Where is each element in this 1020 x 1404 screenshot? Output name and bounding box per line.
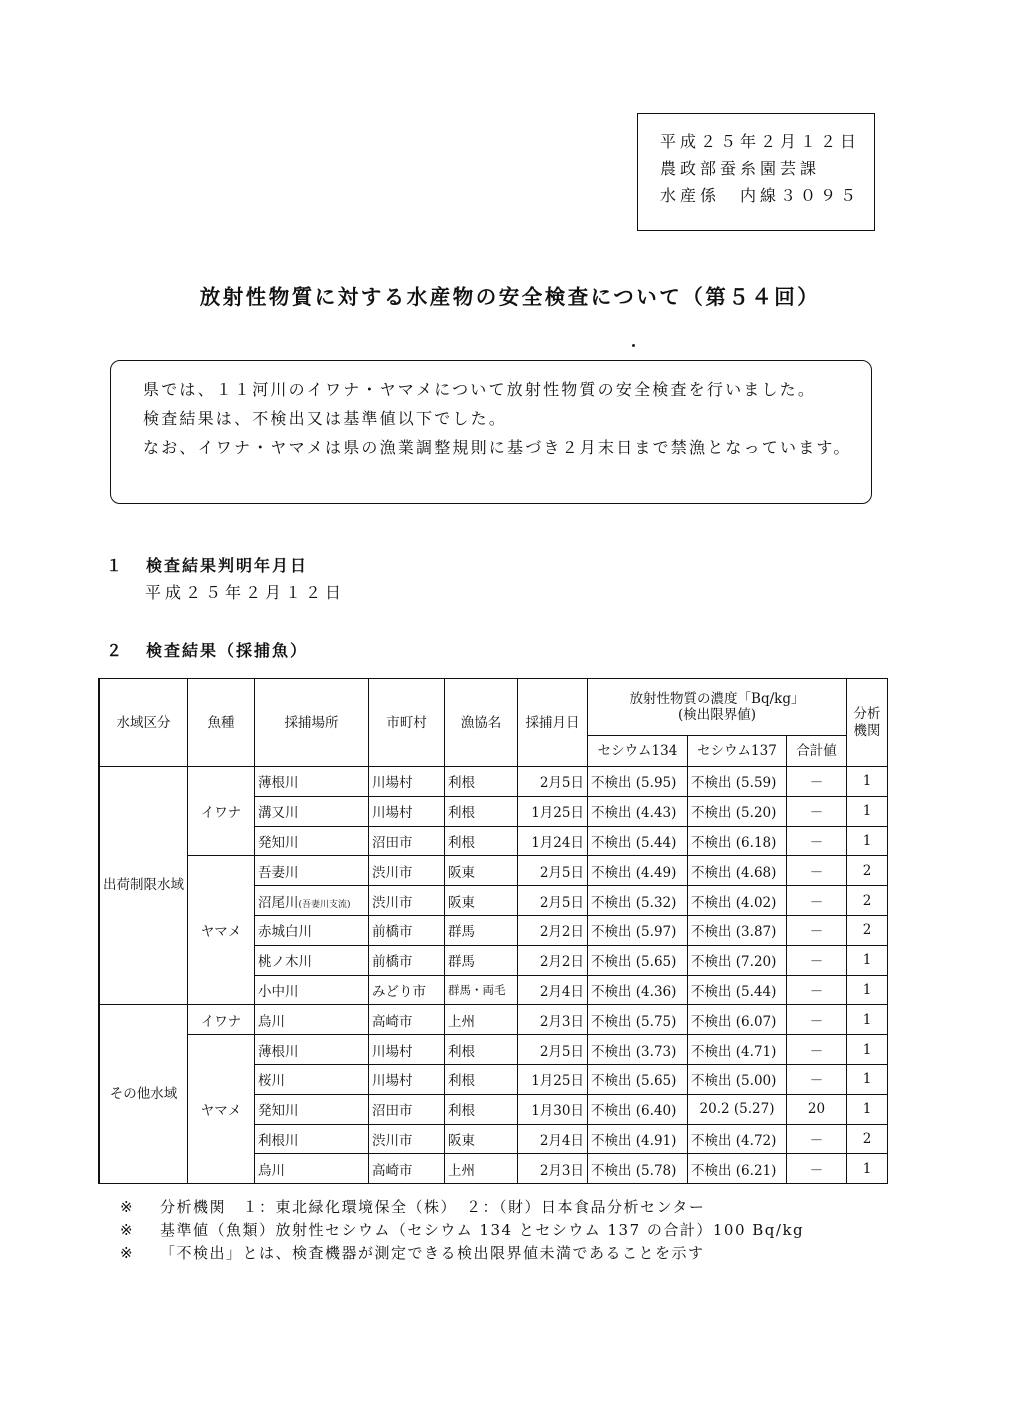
lab-cell: 1: [847, 826, 888, 856]
department-stamp: [637, 113, 875, 231]
section-2-number: ２: [106, 641, 125, 660]
total-cell: －: [787, 1154, 847, 1184]
date-cell: 2月3日: [518, 1005, 588, 1035]
total-cell: －: [787, 796, 847, 826]
date-cell: 1月30日: [518, 1094, 588, 1124]
cs134-cell: 不検出 (6.40): [588, 1094, 688, 1124]
cs137-cell: 不検出 (6.18): [688, 826, 787, 856]
cs137-cell: 不検出 (6.21): [688, 1154, 787, 1184]
date-cell: 2月2日: [518, 915, 588, 945]
species-iwana: イワナ: [188, 1005, 255, 1035]
place-cell: 烏川: [255, 1005, 369, 1035]
section-1-heading: [106, 553, 308, 576]
lab-cell: 1: [847, 767, 888, 797]
lab-cell: 2: [847, 886, 888, 916]
coop-cell: 上州: [445, 1005, 518, 1035]
cs137-cell: 不検出 (5.00): [688, 1064, 787, 1094]
total-cell: －: [787, 886, 847, 916]
cs137-cell: 不検出 (4.72): [688, 1124, 787, 1154]
cs134-cell: 不検出 (4.49): [588, 856, 688, 886]
total-cell: －: [787, 945, 847, 975]
date-cell: 1月24日: [518, 826, 588, 856]
header-concentration-label: 放射性物質の濃度「Bq/kg」: [629, 691, 805, 707]
municipality-cell: 前橋市: [369, 915, 445, 945]
cs137-cell: 不検出 (3.87): [688, 915, 787, 945]
lab-cell: 1: [847, 975, 888, 1005]
coop-cell: 上州: [445, 1154, 518, 1184]
total-cell: －: [787, 856, 847, 886]
coop-cell: 阪東: [445, 886, 518, 916]
document-title: 放射性物質に対する水産物の安全検査について（第５４回）: [199, 285, 821, 309]
date-cell: 2月3日: [518, 1154, 588, 1184]
header-date: 採捕月日: [518, 679, 588, 767]
municipality-cell: 川場村: [369, 767, 445, 797]
cs134-cell: 不検出 (5.65): [588, 1064, 688, 1094]
date-cell: 2月4日: [518, 1124, 588, 1154]
total-cell: －: [787, 1124, 847, 1154]
place-cell: 発知川: [255, 826, 369, 856]
place-cell: 小中川: [255, 975, 369, 1005]
footnote: ※ 分析機関 １：東北緑化環境保全（株） ２：（財）日本食品分析センター: [120, 1198, 706, 1216]
total-cell: －: [787, 767, 847, 797]
coop-cell: 利根: [445, 1064, 518, 1094]
species-yamame: ヤマメ: [188, 1035, 255, 1184]
cs134-cell: 不検出 (4.43): [588, 796, 688, 826]
municipality-cell: 川場村: [369, 1035, 445, 1065]
municipality-cell: 高崎市: [369, 1005, 445, 1035]
lab-cell: 1: [847, 1094, 888, 1124]
header-cs134: セシウム134: [588, 736, 688, 767]
header-species: 魚種: [188, 679, 255, 767]
footnote: ※ 基準値（魚類）放射性セシウム（セシウム 134 とセシウム 137 の合計）100 Bq/kg: [120, 1221, 805, 1239]
total-cell: －: [787, 975, 847, 1005]
date-cell: 2月5日: [518, 886, 588, 916]
header-cs137: セシウム137: [688, 736, 787, 767]
species-yamame: ヤマメ: [188, 856, 255, 1005]
place-cell: 烏川: [255, 1154, 369, 1184]
stamp-contact: 水産係 内線３０９５: [660, 186, 861, 205]
cs137-cell: 不検出 (5.59): [688, 767, 787, 797]
date-cell: 2月5日: [518, 856, 588, 886]
total-cell: 20: [787, 1094, 847, 1124]
date-cell: 1月25日: [518, 796, 588, 826]
place-cell: 赤城白川: [255, 915, 369, 945]
cs134-cell: 不検出 (5.32): [588, 886, 688, 916]
results-table: [98, 678, 888, 1184]
lab-cell: 1: [847, 1005, 888, 1035]
header-place: 採捕場所: [255, 679, 369, 767]
place-cell: 利根川: [255, 1124, 369, 1154]
lab-cell: 1: [847, 945, 888, 975]
area-other: その他水域: [99, 1005, 188, 1184]
municipality-cell: 渋川市: [369, 1124, 445, 1154]
cs134-cell: 不検出 (5.44): [588, 826, 688, 856]
place-cell: 発知川: [255, 1094, 369, 1124]
cs137-cell: 20.2 (5.27): [688, 1094, 787, 1124]
date-cell: 2月5日: [518, 767, 588, 797]
cs134-cell: 不検出 (5.97): [588, 915, 688, 945]
coop-cell: 阪東: [445, 856, 518, 886]
table-row: [99, 1005, 888, 1035]
municipality-cell: 川場村: [369, 796, 445, 826]
total-cell: －: [787, 826, 847, 856]
footnotes: [120, 1196, 804, 1265]
cs137-cell: 不検出 (4.68): [688, 856, 787, 886]
place-cell: 薄根川: [255, 1035, 369, 1065]
species-iwana: イワナ: [188, 767, 255, 856]
place-cell: 桃ノ木川: [255, 945, 369, 975]
table-row: [99, 767, 888, 797]
header-concentration: [588, 679, 847, 736]
place-cell: 沼尾川(吾妻川支流): [255, 886, 369, 916]
coop-cell: 利根: [445, 1035, 518, 1065]
municipality-cell: 渋川市: [369, 886, 445, 916]
coop-cell: 利根: [445, 826, 518, 856]
result-date: 平成２５年２月１２日: [145, 583, 346, 602]
stamp-department: 農政部蚕糸園芸課: [660, 159, 821, 178]
cs134-cell: 不検出 (4.91): [588, 1124, 688, 1154]
stamp-date: 平成２５年２月１２日: [660, 132, 861, 151]
coop-cell: 群馬: [445, 915, 518, 945]
municipality-cell: 沼田市: [369, 1094, 445, 1124]
cs134-cell: 不検出 (5.78): [588, 1154, 688, 1184]
lab-cell: 1: [847, 1154, 888, 1184]
total-cell: －: [787, 1035, 847, 1065]
lab-cell: 2: [847, 1124, 888, 1154]
place-cell: 吾妻川: [255, 856, 369, 886]
place-cell: 薄根川: [255, 767, 369, 797]
coop-cell: 利根: [445, 1094, 518, 1124]
header-coop: 漁協名: [445, 679, 518, 767]
coop-cell: 群馬: [445, 945, 518, 975]
cs137-cell: 不検出 (5.20): [688, 796, 787, 826]
footnote: ※ 「不検出」とは、検査機器が測定できる検出限界値未満であることを示す: [120, 1244, 705, 1262]
cs137-cell: 不検出 (4.02): [688, 886, 787, 916]
summary-line-1: 県では、１１河川のイワナ・ヤマメについて放射性物質の安全検査を行いました。: [143, 380, 817, 399]
lab-cell: 1: [847, 1064, 888, 1094]
total-cell: －: [787, 1005, 847, 1035]
cs134-cell: 不検出 (5.65): [588, 945, 688, 975]
date-cell: 2月5日: [518, 1035, 588, 1065]
stray-mark: [632, 344, 635, 347]
lab-cell: 1: [847, 1035, 888, 1065]
coop-cell: 利根: [445, 767, 518, 797]
summary-line-2: 検査結果は、不検出又は基準値以下でした。: [143, 409, 508, 428]
table-row: [99, 1035, 888, 1065]
section-1-title: 検査結果判明年月日: [146, 556, 309, 575]
date-cell: 2月2日: [518, 945, 588, 975]
total-cell: －: [787, 915, 847, 945]
municipality-cell: 渋川市: [369, 856, 445, 886]
lab-cell: 2: [847, 856, 888, 886]
lab-cell: 1: [847, 796, 888, 826]
coop-cell: 利根: [445, 796, 518, 826]
cs137-cell: 不検出 (4.71): [688, 1035, 787, 1065]
header-municipality: 市町村: [369, 679, 445, 767]
cs134-cell: 不検出 (5.95): [588, 767, 688, 797]
section-2-title: 検査結果（採捕魚）: [146, 641, 309, 660]
section-1-number: １: [106, 556, 125, 575]
header-total: 合計値: [787, 736, 847, 767]
municipality-cell: 高崎市: [369, 1154, 445, 1184]
area-restricted: 出荷制限水域: [99, 767, 188, 1005]
lab-cell: 2: [847, 915, 888, 945]
header-lab: 分析機関: [847, 679, 888, 767]
total-cell: －: [787, 1064, 847, 1094]
coop-cell: 阪東: [445, 1124, 518, 1154]
date-cell: 1月25日: [518, 1064, 588, 1094]
place-cell: 桜川: [255, 1064, 369, 1094]
table-header-row: [99, 679, 888, 736]
municipality-cell: 前橋市: [369, 945, 445, 975]
cs134-cell: 不検出 (4.36): [588, 975, 688, 1005]
date-cell: 2月4日: [518, 975, 588, 1005]
section-2-heading: [106, 638, 308, 661]
summary-line-3: なお、イワナ・ヤマメは県の漁業調整規則に基づき２月末日まで禁漁となっています。: [143, 438, 852, 457]
header-limit-label: (検出限界値): [677, 707, 757, 723]
cs134-cell: 不検出 (5.75): [588, 1005, 688, 1035]
cs137-cell: 不検出 (5.44): [688, 975, 787, 1005]
header-area: 水域区分: [99, 679, 188, 767]
cs137-cell: 不検出 (7.20): [688, 945, 787, 975]
municipality-cell: みどり市: [369, 975, 445, 1005]
municipality-cell: 川場村: [369, 1064, 445, 1094]
cs134-cell: 不検出 (3.73): [588, 1035, 688, 1065]
summary-box: [110, 360, 872, 504]
coop-cell: 群馬・両毛: [445, 975, 518, 1005]
cs137-cell: 不検出 (6.07): [688, 1005, 787, 1035]
table-row: [99, 856, 888, 886]
municipality-cell: 沼田市: [369, 826, 445, 856]
place-cell: 溝又川: [255, 796, 369, 826]
